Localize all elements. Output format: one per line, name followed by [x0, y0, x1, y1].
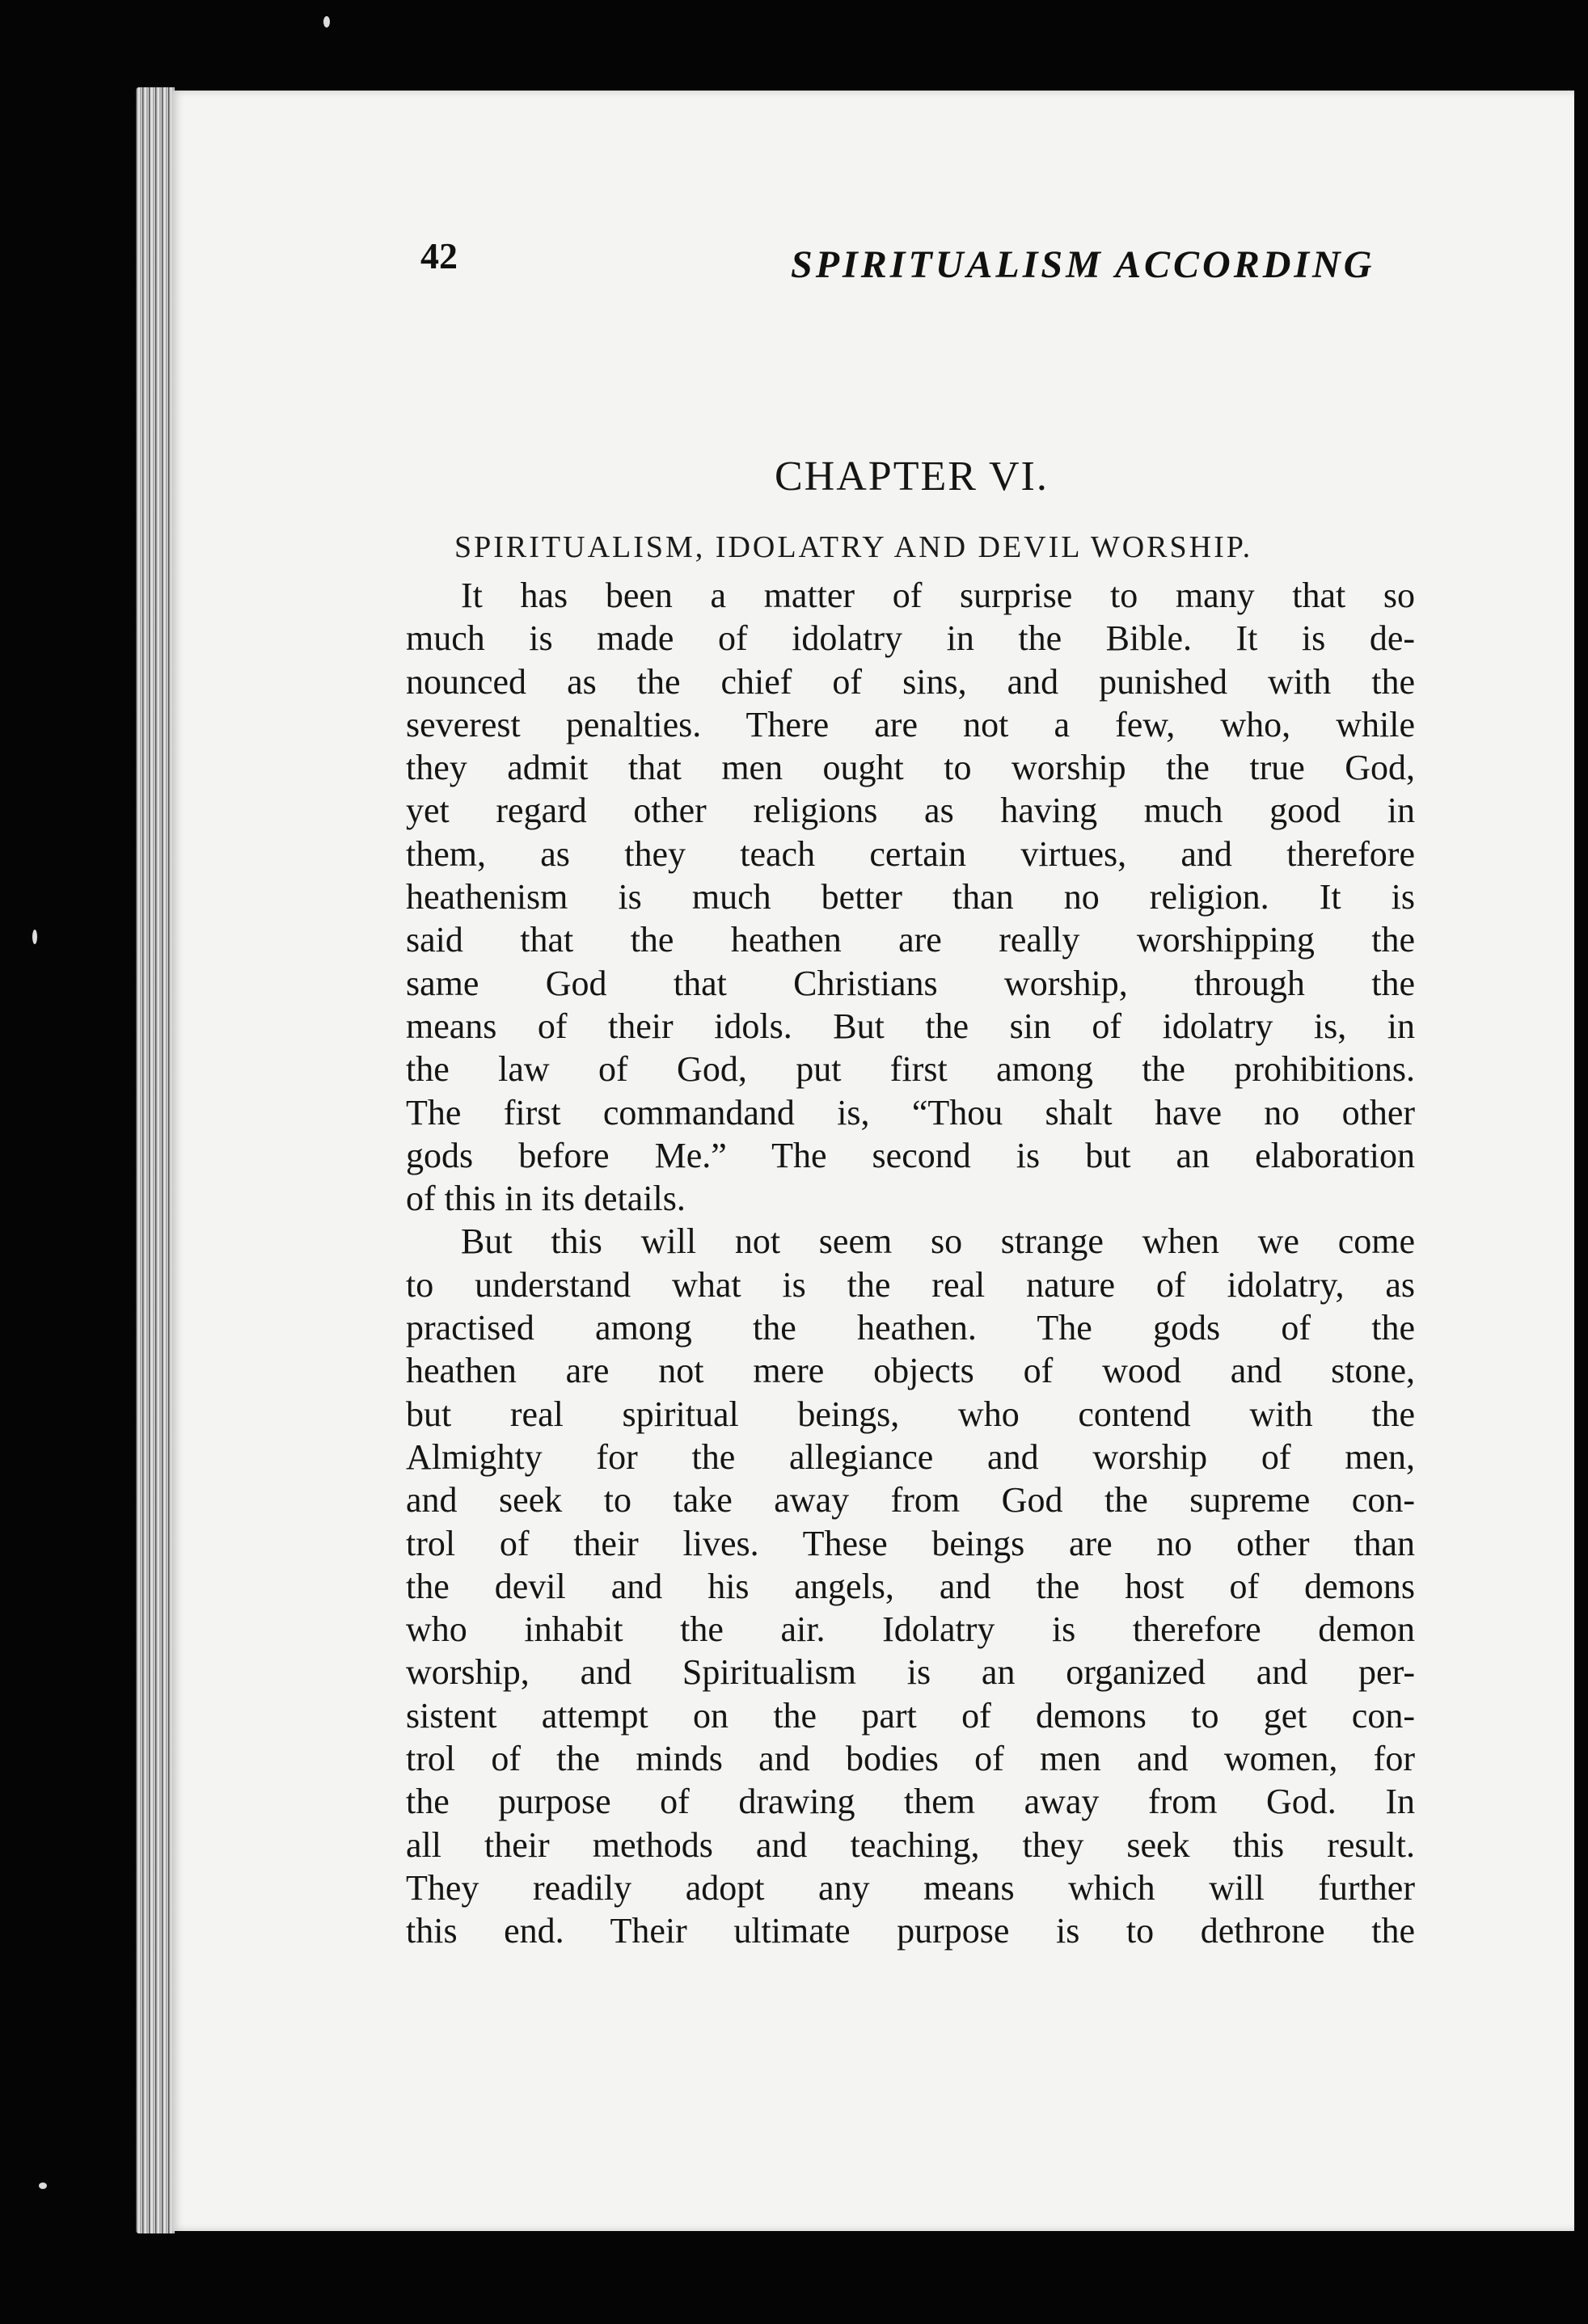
paragraph	[406, 574, 1415, 1220]
page-number: 42	[420, 235, 458, 276]
text-line: severest penalties. There are not a few, who, while	[406, 704, 1415, 744]
text-line: worship, and Spiritualism is an organized and per-	[406, 1652, 1415, 1693]
text-line: all their methods and teaching, they seek this result.	[406, 1824, 1415, 1865]
chapter-title: CHAPTER VI.	[775, 453, 1049, 500]
text-line: They readily adopt any means which will further	[406, 1867, 1415, 1908]
chapter-subtitle: SPIRITUALISM, IDOLATRY AND DEVIL WORSHIP.	[454, 530, 1253, 564]
text-line: sistent attempt on the part of demons to get con-	[406, 1695, 1415, 1736]
text-line: and seek to take away from God the supreme con-	[406, 1480, 1415, 1521]
text-line: trol of their lives. These beings are no other than	[406, 1523, 1415, 1563]
text-line: trol of the minds and bodies of men and women, for	[406, 1739, 1415, 1779]
text-line: much is made of idolatry in the Bible. It is de-	[406, 618, 1415, 659]
dust-speck	[323, 16, 330, 27]
text-line: but real spiritual beings, who contend with the	[406, 1394, 1415, 1434]
text-line: the law of God, put first among the prohibitions.	[406, 1049, 1415, 1090]
text-line: same God that Christians worship, through the	[406, 963, 1415, 1003]
dust-speck	[32, 930, 37, 944]
text-line: nounced as the chief of sins, and punished with the	[406, 661, 1415, 702]
text-line: them, as they teach certain virtues, and therefore	[406, 833, 1415, 874]
text-line: the purpose of drawing them away from God. In	[406, 1782, 1415, 1822]
text-line: of this in its details.	[406, 1179, 686, 1219]
text-line: who inhabit the air. Idolatry is therefore demon	[406, 1609, 1415, 1650]
text-line: means of their idols. But the sin of idolatry is, in	[406, 1006, 1415, 1046]
text-line: gods before Me.” The second is but an elaboration	[406, 1135, 1415, 1175]
text-line: heathenism is much better than no religion. It is	[406, 877, 1415, 917]
text-line: Almighty for the allegiance and worship of men,	[406, 1436, 1415, 1477]
body-text	[406, 574, 1415, 2013]
text-line: this end. Their ultimate purpose is to dethrone the	[406, 1911, 1415, 1951]
text-line: practised among the heathen. The gods of the	[406, 1308, 1415, 1348]
text-line: It has been a matter of surprise to many that so	[461, 576, 1415, 615]
text-line: The first commandand is, “Thou shalt have no other	[406, 1092, 1415, 1132]
dust-speck	[39, 2183, 47, 2189]
text-line: to understand what is the real nature of idolatry, as	[406, 1264, 1415, 1305]
text-line: yet regard other religions as having much good in	[406, 791, 1415, 831]
text-line: they admit that men ought to worship the true God,	[406, 748, 1415, 788]
text-line: heathen are not mere objects of wood and stone,	[406, 1351, 1415, 1391]
paragraph	[406, 1220, 1415, 1952]
running-head: SPIRITUALISM ACCORDING	[791, 243, 1375, 286]
book-page-edges	[136, 87, 175, 2233]
text-line: said that the heathen are really worshipping the	[406, 920, 1415, 960]
text-line: But this will not seem so strange when we come	[461, 1221, 1415, 1262]
text-line: the devil and his angels, and the host of demons	[406, 1566, 1415, 1606]
